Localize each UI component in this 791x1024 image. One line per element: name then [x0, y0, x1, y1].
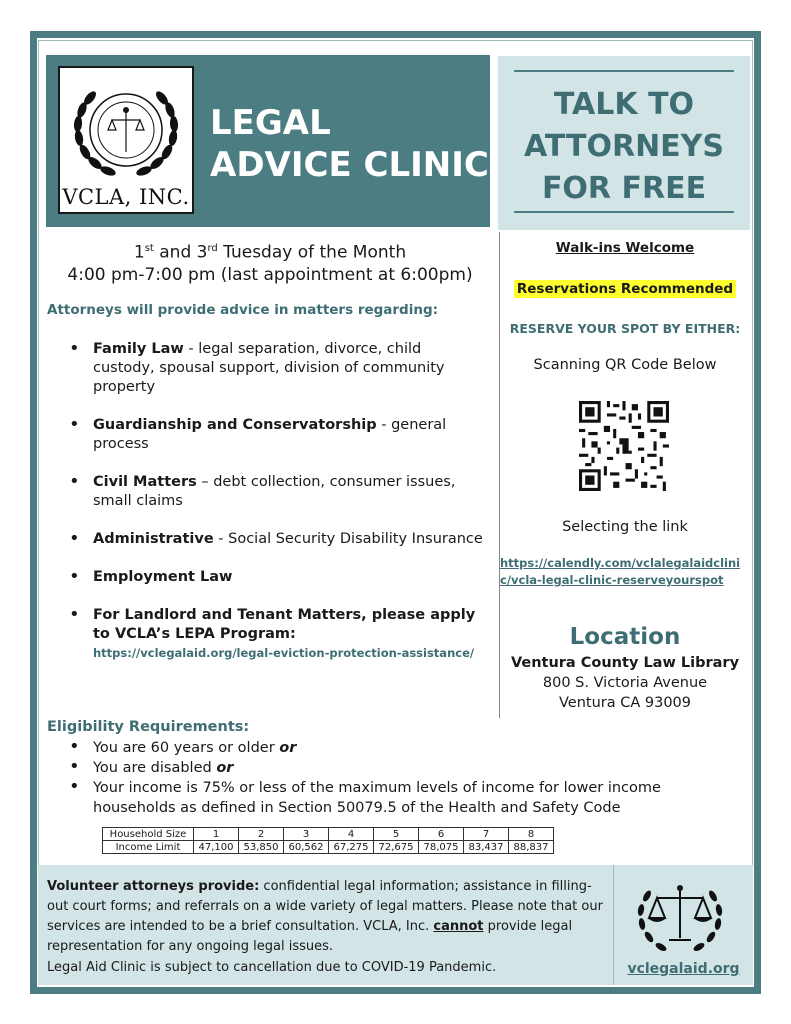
- walk-ins-label: Walk-ins Welcome: [555, 240, 695, 256]
- location-heading: Location: [569, 624, 681, 650]
- matters-list: [60, 340, 485, 663]
- table-row: Income Limit 47,100 53,850 60,562 67,275 72,675 78,075 83,437 88,837: [103, 841, 554, 854]
- page-title: LEGAL ADVICE CLINIC: [210, 103, 489, 185]
- volunteer-note: Volunteer attorneys provide: confidential legal information; assistance in filling-out court forms; and referrals on a wide variety of legal matters. Please note that our services are intended to be a brief consultation. VCLA, Inc. cannot provide legal representation for any ongoing legal issues.: [47, 879, 603, 954]
- logo-caption: VCLA, INC.: [62, 185, 190, 209]
- divider: [514, 211, 734, 213]
- scales-of-justice-icon: [625, 866, 735, 961]
- advice-heading: Attorneys will provide advice in matters regarding:: [47, 302, 439, 318]
- talk-to-attorneys-heading: TALK TO ATTORNEYS FOR FREE: [523, 87, 725, 206]
- divider: [514, 70, 734, 72]
- reserve-heading: RESERVE YOUR SPOT BY EITHER:: [509, 321, 741, 336]
- list-item: • You are 60 years or older or: [60, 738, 700, 758]
- eligibility-list: [60, 738, 700, 818]
- reservations-label: Reservations Recommended: [500, 281, 750, 297]
- list-item: • Your income is 75% or less of the maximum levels of income for lower income households as defined in Section 50079.5 of the Health and Safety Code: [60, 778, 700, 818]
- vcla-logo: [58, 66, 194, 214]
- list-item: • Family Law - legal separation, divorce, child custody, spousal support, division of community property: [60, 340, 485, 397]
- list-item: • Civil Matters – debt collection, consumer issues, small claims: [60, 473, 485, 511]
- income-table: [102, 827, 554, 854]
- schedule: 1st and 3rd Tuesday of the Month 4:00 pm-7:00 pm (last appointment at 6:00pm): [67, 242, 473, 285]
- scan-label: Scanning QR Code Below: [533, 357, 717, 373]
- list-item: • For Landlord and Tenant Matters, please apply to VCLA’s LEPA Program: https://vclegalaid.org/legal-eviction-protection-assistance/: [60, 606, 485, 663]
- list-item: • Employment Law: [60, 568, 485, 587]
- lepa-link[interactable]: https://vclegalaid.org/legal-eviction-protection-assistance/: [93, 646, 475, 660]
- list-item: • You are disabled or: [60, 758, 700, 778]
- list-item: • Administrative - Social Security Disability Insurance: [60, 530, 485, 549]
- location-address: Ventura County Law Library 800 S. Victoria Avenue Ventura CA 93009: [510, 655, 740, 711]
- laurel-wreath-icon: [60, 68, 192, 186]
- calendly-link[interactable]: https://calendly.com/vclalegalaidclinic/vcla-legal-clinic-reserveyourspot: [500, 556, 741, 587]
- list-item: • Guardianship and Conservatorship - general process: [60, 416, 485, 454]
- table-row: Household Size 1 2 3 4 5 6 7 8: [103, 828, 554, 841]
- select-link-label: Selecting the link: [562, 519, 688, 535]
- covid-notice: Legal Aid Clinic is subject to cancellation due to COVID-19 Pandemic.: [47, 960, 497, 975]
- qr-code-icon[interactable]: [579, 401, 669, 491]
- website-link[interactable]: vclegalaid.org: [627, 961, 740, 977]
- eligibility-heading: Eligibility Requirements:: [47, 719, 250, 735]
